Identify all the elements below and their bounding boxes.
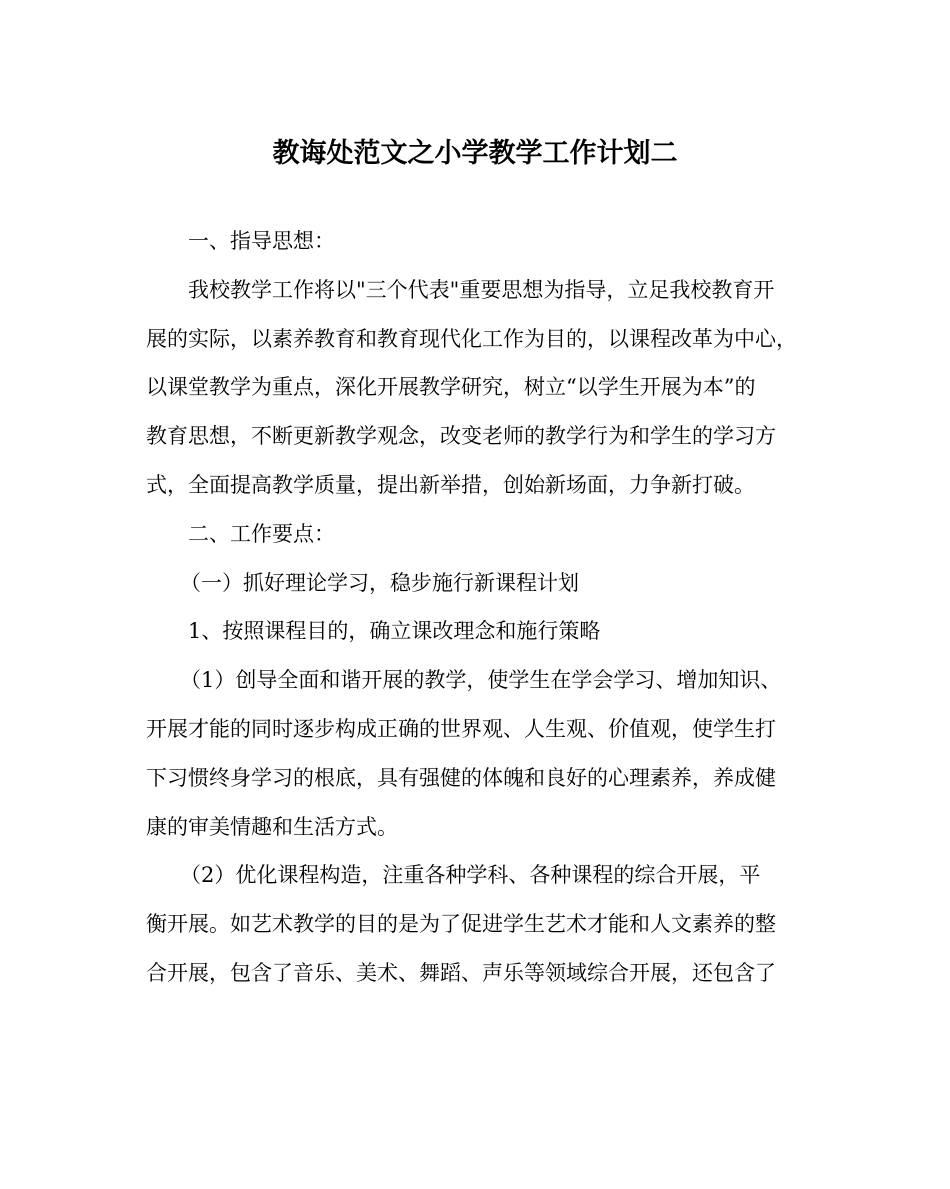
paragraph-line: 我校教学工作将以"三个代表"重要思想为指导，立足我校教育开	[188, 277, 775, 302]
document-title: 教诲处范文之小学教学工作计划二	[272, 138, 678, 169]
paragraph-line: 衡开展。如艺术教学的目的是为了促进学生艺术才能和人文素养的整	[146, 912, 776, 937]
subsection-heading: （一）抓好理论学习，稳步施行新课程计划	[180, 570, 579, 595]
paragraph-line: 式，全面提高教学质量，提出新举措，创始新场面，力争新打破。	[146, 472, 755, 497]
paragraph-line: 康的审美情趣和生活方式。	[146, 814, 398, 839]
paragraph-line: 以课堂教学为重点，深化开展教学研究，树立“以学生开展为本”的	[146, 375, 756, 400]
document-body	[146, 217, 811, 998]
paragraph-line: （1）创导全面和谐开展的教学，使学生在学会学习、增加知识、	[180, 668, 782, 693]
paragraph-line: 展的实际，以素养教育和教育现代化工作为目的，以课程改革为中心，	[146, 326, 797, 351]
paragraph-line: （2）优化课程构造，注重各种学科、各种课程的综合开展，平	[180, 863, 761, 888]
item-heading: 1、按照课程目的，确立课改理念和施行策略	[188, 619, 601, 644]
paragraph-line: 开展才能的同时逐步构成正确的世界观、人生观、价值观，使学生打	[146, 716, 776, 741]
section-heading-work-points: 二、工作要点：	[188, 521, 335, 546]
paragraph-line: 下习惯终身学习的根底，具有强健的体魄和良好的心理素养，养成健	[146, 765, 776, 790]
paragraph-line: 教育思想，不断更新教学观念，改变老师的教学行为和学生的学习方	[146, 424, 776, 449]
paragraph-line: 合开展，包含了音乐、美术、舞蹈、声乐等领域综合开展，还包含了	[146, 960, 776, 985]
section-heading-guiding-ideology: 一、指导思想：	[188, 229, 335, 253]
